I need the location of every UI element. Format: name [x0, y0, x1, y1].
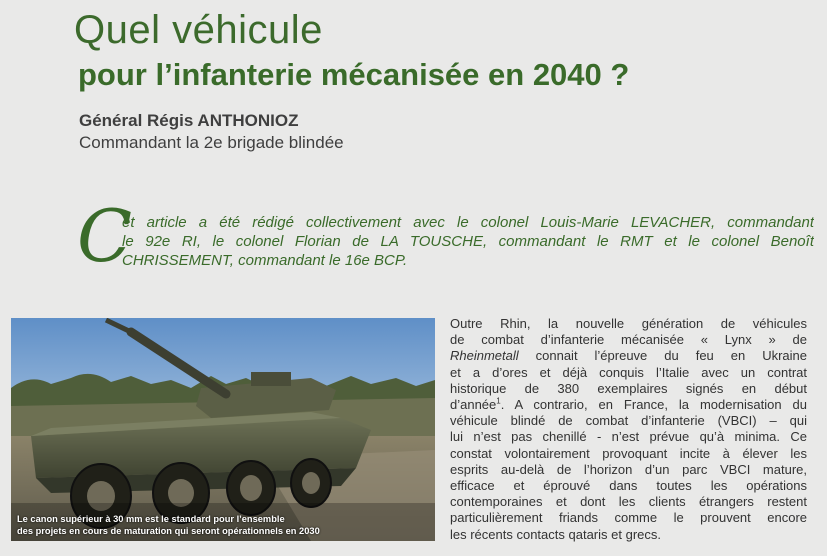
intro-dropcap: C — [77, 194, 133, 278]
body-line: Outre Rhin, la nouvelle génération de véhicules — [450, 316, 807, 331]
body-line: efficace et éprouvé dans toutes les opérations — [450, 478, 807, 494]
company-name: Rheinmetall — [450, 348, 519, 364]
intro-line: le 92e RI, le colonel Florian de LA TOUSCHE, commandant le RMT et le colonel Benoît — [122, 233, 814, 250]
body-paragraph — [450, 316, 807, 543]
body-line: d’année$^1$. A contrario, en France, la modernisation du — [450, 397, 807, 413]
body-line: constat volontairement provoquant incite à élever les — [450, 445, 807, 461]
body-line: historique de 380 exemplaires signés en début — [450, 380, 807, 396]
body-line: et a d’ores et déjà conquis l’Italie avec un contrat — [450, 364, 807, 380]
armored-vehicle-illustration — [11, 318, 435, 541]
photo-caption-line: des projets en cours de maturation qui seront opérationnels en 2030 — [17, 526, 320, 536]
body-line: lui n’est pas chenillé - n’est prévue qu’à minima. Ce — [450, 429, 807, 445]
body-line: particulièrement friands comme le prouvent encore — [450, 510, 807, 526]
body-line: Rheinmetall connait l’épreuve du feu en Ukraine — [450, 348, 807, 364]
armored-vehicle-photo — [11, 318, 435, 541]
article-title-line-1: Quel véhicule — [74, 8, 323, 52]
photo-caption — [17, 513, 320, 537]
body-line: esprits au-delà de l’horizon d’un parc VBCI mature, — [450, 461, 807, 477]
body-line: les récents contacts qataris et grecs. — [450, 526, 661, 542]
author-role: Commandant la 2e brigade blindée — [79, 133, 344, 152]
author-name: Général Régis ANTHONIOZ — [79, 111, 299, 130]
body-line: de combat d’infanterie mécanisée « Lynx » de — [450, 332, 807, 348]
intro-line: et article a été rédigé collectivement avec le colonel Louis-Marie LEVACHER, commandant — [122, 214, 814, 231]
footnote-ref[interactable]: 1 — [496, 397, 501, 406]
body-line: contemporaines et dont les clients étrangers restent — [450, 494, 807, 510]
intro-paragraph — [122, 213, 814, 270]
body-line: véhicule blindé de combat d’infanterie (VBCI) – qui — [450, 413, 807, 429]
article-title-line-2: pour l’infanterie mécanisée en 2040 ? — [78, 57, 630, 92]
photo-caption-line: Le canon supérieur à 30 mm est le standard pour l’ensemble — [17, 514, 285, 524]
intro-line: CHRISSEMENT, commandant le 16e BCP. — [122, 252, 408, 269]
